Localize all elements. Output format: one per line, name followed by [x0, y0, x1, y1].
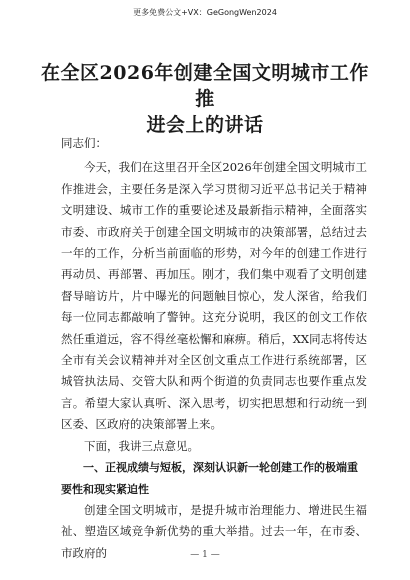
document-title: [40, 60, 370, 138]
page-header: 更多免费公文+VX：GeGongWen2024: [133, 8, 277, 17]
paragraph-section-1: 创建全国文明城市，是提升城市治理能力、增进民生福祉、塑造区域竞争新优势的重大举措。过去一年，在市委、市政府的: [61, 502, 367, 560]
salutation: 同志们：: [61, 136, 107, 150]
paragraph-opening: 今天，我们在这里召开全区2026年创建全国文明城市工作推进会，主要任务是深入学习贯彻习近平总书记关于精神文明建设、城市工作的重要论述及最新指示精神，全面落实市委、市政府关于创建全国文明城市的决策部署，总结过去一年的工作，分析当前面临的形势，对今年的创建工作进行再动员、再部署、再加压。刚才，我们集中观看了文明创建督导暗访片，片中曝光的问题触目惊心，发人深省，给我们每一位同志都敲响了警钟。这充分说明，我区的创文工作依然任重道远，容不得丝毫松懈和麻痹。稍后，XX同志将传达全市有关会议精神并对全区创文重点工作进行系统部署，区城管执法局、交管大队和两个街道的负责同志也要作重点发言。希望大家认真听、深入思考，切实把思想和行动统一到区委、区政府的决策部署上来。: [61, 160, 367, 432]
section-heading-1: 一、正视成绩与短板，深刻认识新一轮创建工作的极端重要性和现实紧迫性: [61, 461, 358, 496]
document-body: [61, 133, 367, 564]
page-number: — 1 —: [190, 550, 220, 560]
paragraph-transition: 下面，我讲三点意见。: [84, 438, 199, 453]
title-line-2: 进会上的讲话: [146, 114, 264, 136]
title-line-1: 在全区2026年创建全国文明城市工作推: [41, 62, 369, 110]
